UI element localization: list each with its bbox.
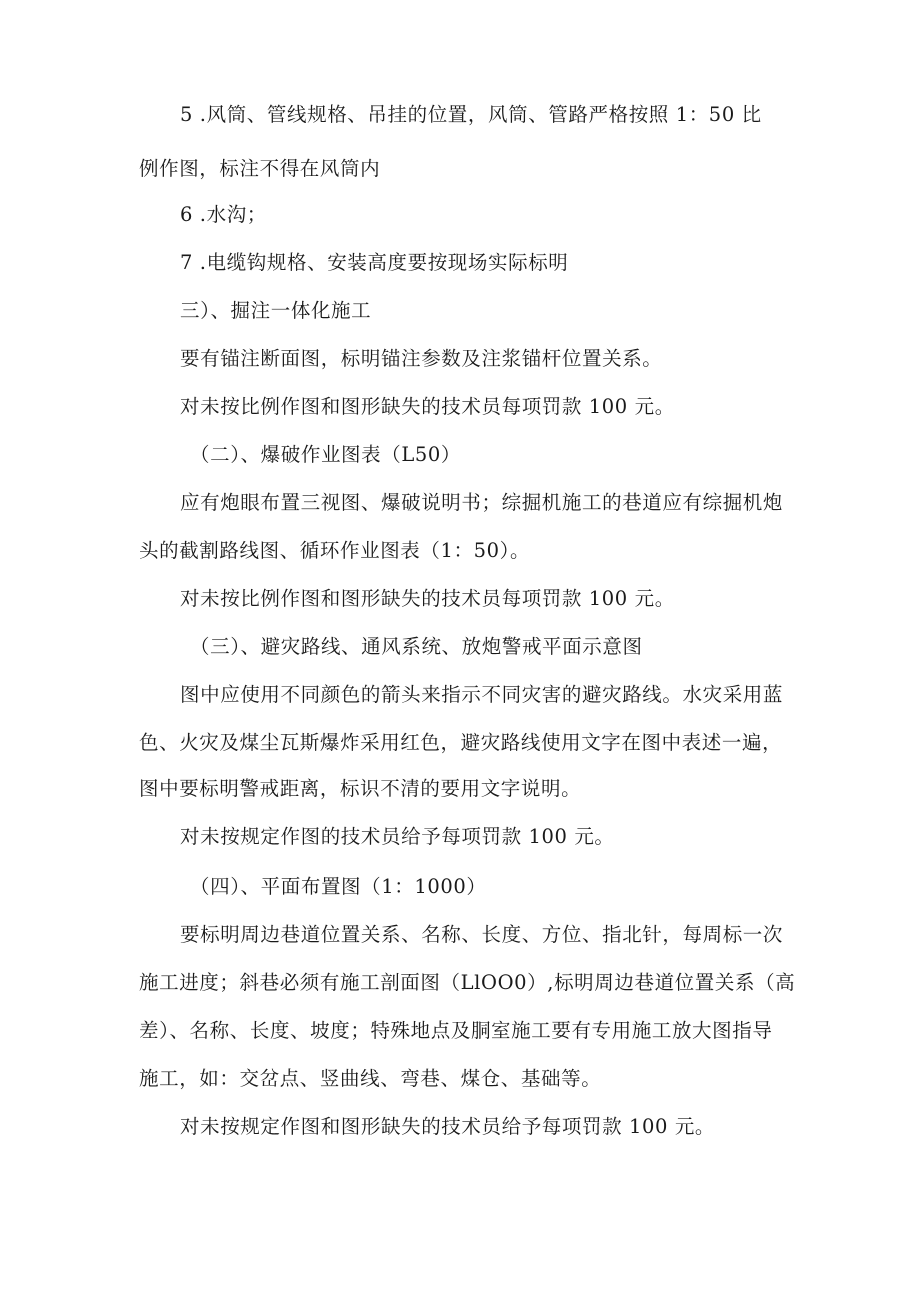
- layout-paragraph-line-2: 施工进度；斜巷必须有施工剖面图（LlOO0）,标明周边巷道位置关系（高: [139, 971, 796, 994]
- penalty-line-1: 对未按比例作图和图形缺失的技术员每项罚款 100 元。: [180, 395, 675, 418]
- section-heading-evacuation: （三）、避灾路线、通风系统、放炮警戒平面示意图: [190, 635, 643, 658]
- item-5-line-1: 5 .风筒、管线规格、吊挂的位置，风筒、管路严格按照 1：50 比: [180, 103, 762, 126]
- layout-paragraph-line-4: 施工，如：交岔点、竖曲线、弯巷、煤仓、基础等。: [139, 1067, 602, 1090]
- section-heading-blasting: （二）、爆破作业图表（L50）: [190, 443, 462, 466]
- layout-paragraph-line-3: 差）、名称、长度、坡度；特殊地点及胴室施工要有专用施工放大图指导: [139, 1019, 773, 1042]
- item-5-line-2: 例作图，标注不得在风筒内: [139, 157, 381, 180]
- blasting-paragraph-line-1: 应有炮眼布置三视图、爆破说明书；综掘机施工的巷道应有综掘机炮: [180, 491, 784, 514]
- penalty-line-3: 对未按规定作图的技术员给予每项罚款 100 元。: [180, 825, 615, 848]
- evacuation-paragraph-line-3: 图中要标明警戒距离，标识不清的要用文字说明。: [139, 777, 582, 800]
- blasting-paragraph-line-2: 头的截割路线图、循环作业图表（1：50）。: [139, 539, 531, 562]
- penalty-line-4: 对未按规定作图和图形缺失的技术员给予每项罚款 100 元。: [180, 1115, 716, 1138]
- evacuation-paragraph-line-2: 色、火灾及煤尘瓦斯爆炸采用红色，避灾路线使用文字在图中表述一遍，: [139, 731, 783, 754]
- layout-paragraph-line-1: 要标明周边巷道位置关系、名称、长度、方位、指北针，每周标一次: [180, 923, 784, 946]
- paragraph-anchor-section: 要有锚注断面图，标明锚注参数及注浆锚杆位置关系。: [180, 347, 663, 370]
- item-7: 7 .电缆钩规格、安装高度要按现场实际标明: [180, 251, 569, 274]
- section-heading-3: 三）、掘注一体化施工: [180, 299, 372, 322]
- penalty-line-2: 对未按比例作图和图形缺失的技术员每项罚款 100 元。: [180, 587, 675, 610]
- evacuation-paragraph-line-1: 图中应使用不同颜色的箭头来指示不同灾害的避灾路线。水灾采用蓝: [180, 683, 784, 706]
- item-6: 6 .水沟；: [180, 203, 267, 226]
- section-heading-layout: （四）、平面布置图（1：1000）: [190, 875, 487, 898]
